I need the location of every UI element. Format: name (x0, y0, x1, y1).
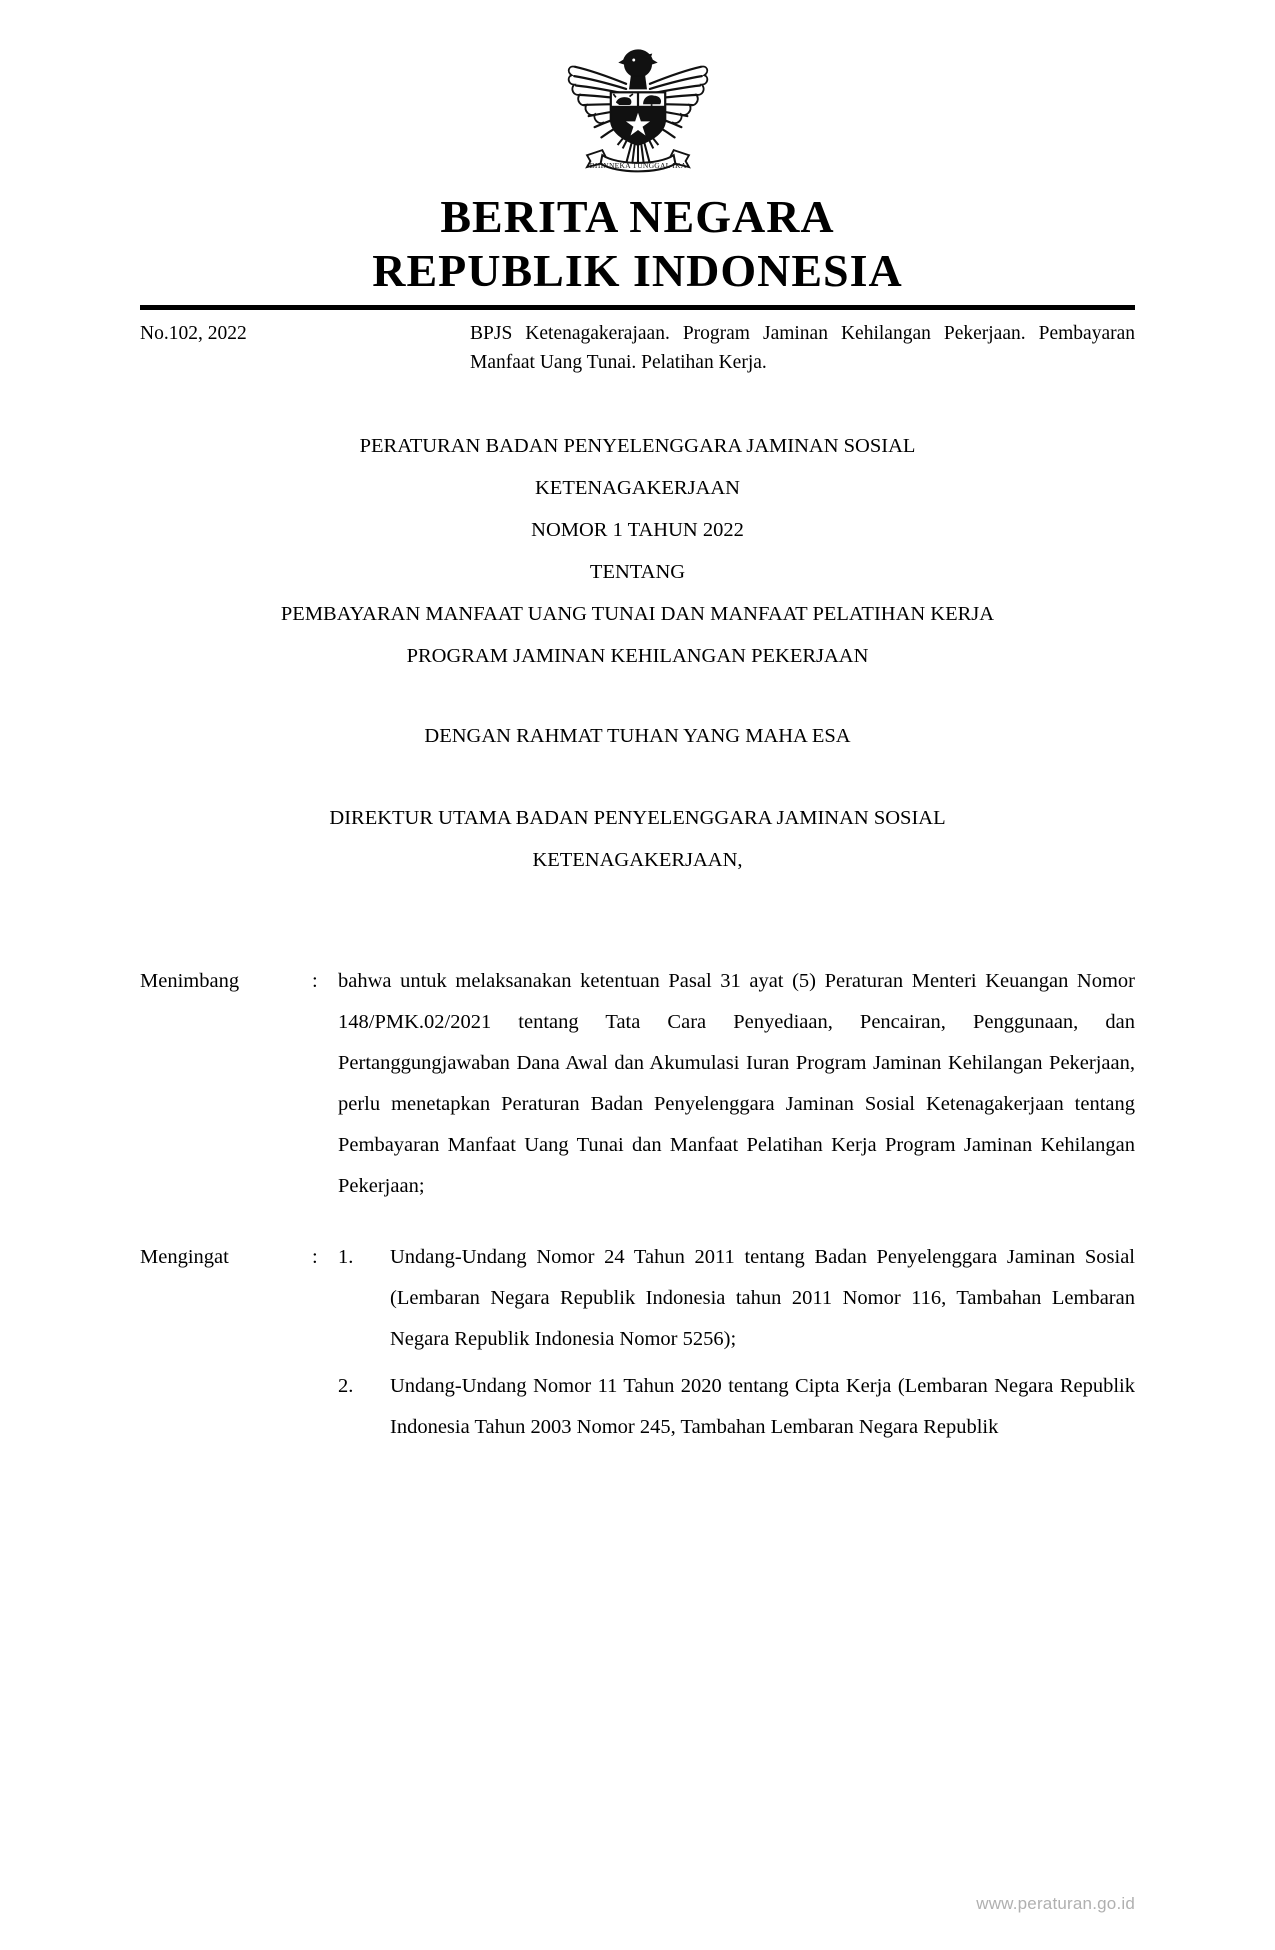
mengingat-label: Mengingat (140, 1246, 229, 1269)
menimbang-paragraph: bahwa untuk melaksanakan ketentuan Pasal 31 ayat (5) Peraturan Menteri Keuangan Nomor 148/PMK.02/2021 tentang Tata Cara Penyediaan, Pencairan, Penggunaan, dan Pertanggungjawaban Dana Awal dan Akumulasi Iuran Program Jaminan Kehilangan Pekerjaan, perlu menetapkan Peraturan Badan Penyelenggara Jaminan Sosial Ketenagakerjaan tentang Pembayaran Manfaat Uang Tunai dan Manfaat Pelatihan Kerja Program Jaminan Kehilangan Pekerjaan; (338, 970, 1135, 1198)
masthead (140, 192, 1135, 295)
menimbang-body (338, 961, 1135, 1207)
masthead-line-berita-negara: BERITA NEGARA (440, 191, 835, 242)
menimbang-label: Menimbang (140, 970, 240, 993)
garuda-pancasila-emblem (553, 36, 723, 186)
footer-watermark: www.peraturan.go.id (976, 1894, 1135, 1913)
list-item-text: Undang-Undang Nomor 24 Tahun 2011 tentang Badan Penyelenggara Jaminan Sosial (Lembaran Negara Republik Indonesia tahun 2011 Nomor 116, Tambahan Lembaran Negara Republik Indonesia Nomor 5256); (390, 1246, 1135, 1351)
salutation-line: DENGAN RAHMAT TUHAN YANG MAHA ESA (424, 724, 851, 747)
gazette-subject-keywords: BPJS Ketenagakerajaan. Program Jaminan Kehilangan Pekerjaan. Pembayaran Manfaat Uang Tunai. Pelatihan Kerja. (470, 323, 1135, 373)
emblem-container (140, 0, 1135, 186)
authority-line-1: DIREKTUR UTAMA BADAN PENYELENGGARA JAMINAN SOSIAL (329, 806, 946, 829)
menimbang-colon: : (312, 970, 318, 993)
list-item (338, 1366, 1135, 1448)
list-item (338, 1237, 1135, 1360)
list-item-marker: 1. (338, 1246, 354, 1269)
list-item-marker: 2. (338, 1375, 354, 1398)
title-line-issuer-cont: KETENAGAKERJAAN (535, 476, 740, 499)
mengingat-body (338, 1237, 1135, 1454)
clause-menimbang (140, 961, 1135, 1207)
title-line-subject-2: PROGRAM JAMINAN KEHILANGAN PEKERJAAN (406, 644, 869, 667)
svg-text:BHINNEKA TUNGGAL IKA: BHINNEKA TUNGGAL IKA (589, 160, 686, 170)
title-line-number: NOMOR 1 TAHUN 2022 (531, 518, 744, 541)
gazette-number-year: No.102, 2022 (140, 323, 247, 345)
mengingat-list (338, 1237, 1135, 1448)
title-line-issuer: PERATURAN BADAN PENYELENGGARA JAMINAN SOSIAL (359, 434, 916, 457)
regulation-title-block (140, 425, 1135, 677)
masthead-divider (140, 305, 1135, 310)
preamble-clauses (140, 961, 1135, 1454)
title-line-subject-1: PEMBAYARAN MANFAAT UANG TUNAI DAN MANFAAT PELATIHAN KERJA (280, 602, 995, 625)
masthead-line-republik-indonesia: REPUBLIK INDONESIA (372, 244, 903, 296)
list-item-text: Undang-Undang Nomor 11 Tahun 2020 tentang Cipta Kerja (Lembaran Negara Republik Indonesia Tahun 2003 Nomor 245, Tambahan Lembaran Negara Republik (390, 1375, 1135, 1439)
mengingat-colon: : (312, 1246, 318, 1269)
authority-line-2: KETENAGAKERJAAN, (532, 849, 743, 871)
gazette-metadata (140, 320, 1135, 377)
signing-authority (140, 797, 1135, 881)
clause-mengingat (140, 1237, 1135, 1454)
title-line-tentang: TENTANG (589, 560, 686, 583)
